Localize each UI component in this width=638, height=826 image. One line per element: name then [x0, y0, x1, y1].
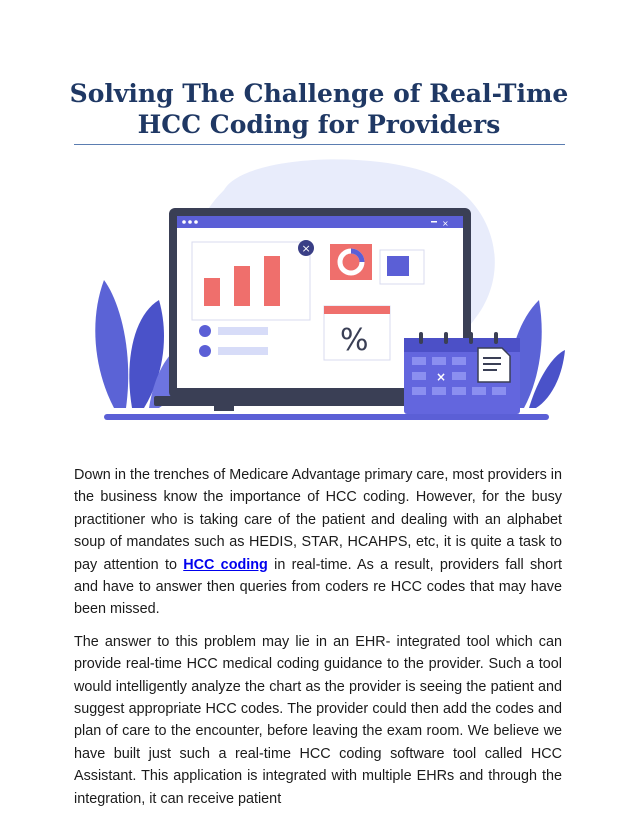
list-dot-1 — [199, 325, 211, 337]
bar-3 — [264, 256, 280, 306]
bar-1 — [204, 278, 220, 306]
page-title — [60, 78, 578, 140]
article-body — [74, 464, 562, 820]
calendar-x-icon: × — [436, 370, 447, 384]
title-divider — [74, 144, 565, 145]
title-line-2: HCC Coding for Providers — [137, 110, 501, 139]
svg-text:×: × — [301, 242, 311, 255]
svg-text:×: × — [442, 219, 449, 228]
hcc-coding-link[interactable]: HCC coding — [183, 556, 268, 573]
browser-bar — [177, 216, 463, 228]
paragraph-1: Down in the trenches of Medicare Advantage primary care, most providers in the business know the importance of HCC coding. However, for the busy practitioner who is taking care of the patient and dealing with an alphabet soup of mandates such as HEDIS, STAR, HCAHPS, etc, it is quite a task to pay attention to HCC coding in real-time. As a result, providers fall short and have to answer then queries from coders re HCC codes that may have been missed. — [74, 467, 562, 618]
title-line-1: Solving The Challenge of Real-Time — [69, 79, 569, 108]
percent-symbol: % — [340, 323, 369, 358]
laptop-dashboard-illustration — [74, 150, 565, 440]
floor-line — [104, 414, 549, 420]
list-dot-2 — [199, 345, 211, 357]
bar-2 — [234, 266, 250, 306]
paragraph-2: The answer to this problem may lie in an EHR- integrated tool which can provide real-time HCC medical coding guidance to the provider. Such a tool would intelligently analyze the chart as the provider is seeing the patient and suggest appropriate HCC codes. The provider could then add the codes and plan of care to the encounter, before leaving the exam room. We believe we have built just such a real-time HCC coding software tool called HCC Assistant. This application is integrated with multiple EHRs and through the integration, it can receive patient — [74, 633, 562, 807]
